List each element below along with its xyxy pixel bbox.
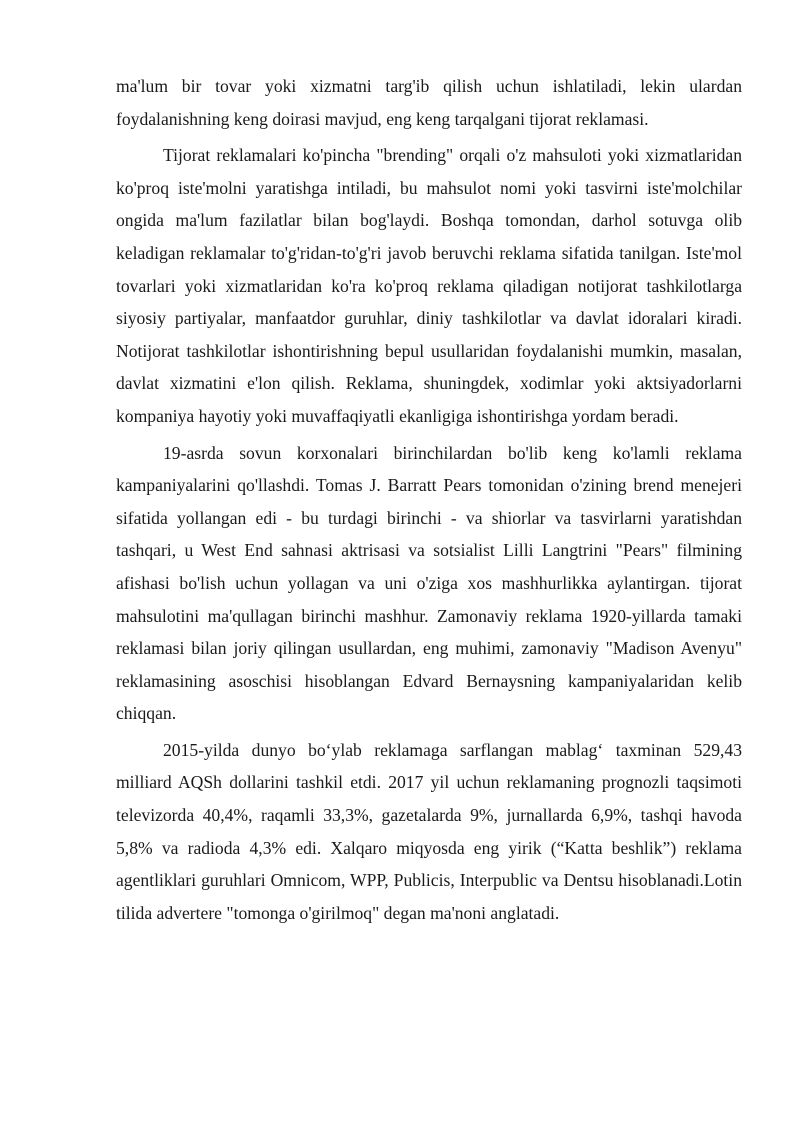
paragraph-3: 19-asrda sovun korxonalari birinchilardan bo'lib keng ko'lamli reklama kampaniyalarini qo'llashdi. Tomas J. Barratt Pears tomonidan o'zining brend menejeri sifatida yollangan edi - bu turdagi birinchi - va shiorlar va tasvirlarni yaratishdan tashqari, u West End sahnasi aktrisasi va sotsialist Lilli Langtrini "Pears" filmining afishasi bo'lish uchun yollagan va uni o'ziga xos mashhurlikka aylantirgan. tijorat mahsulotini ma'qullagan birinchi mashhur. Zamonaviy reklama 1920-yillarda tamaki reklamasi bilan joriy qilingan usullardan, eng muhimi, zamonaviy "Madison Avenyu" reklamasining asoschisi hisoblangan Edvard Bernaysning kampaniyalaridan kelib chiqqan. — [116, 442, 742, 724]
document-body — [116, 70, 742, 933]
paragraph-2: Tijorat reklamalari ko'pincha "brending" orqali o'z mahsuloti yoki xizmatlaridan ko'proq iste'molni yaratishga intiladi, bu mahsulot nomi yoki tasvirni iste'molchilar ongida ma'lum fazilatlar bilan bog'laydi. Boshqa tomondan, darhol sotuvga olib keladigan reklamalar to'g'ridan-to'g'ri javob beruvchi reklama sifatida tanilgan. Iste'mol tovarlari yoki xizmatlaridan ko'ra ko'proq reklama qiladigan notijorat tashkilotlarga siyosiy partiyalar, manfaatdor guruhlar, diniy tashkilotlar va davlat idoralari kiradi. Notijorat tashkilotlar ishontirishning bepul usullaridan foydalanishi mumkin, masalan, davlat xizmatini e'lon qilish. Reklama, shuningdek, xodimlar yoki aktsiyadorlarni kompaniya hayotiy yoki muvaffaqiyatli ekanligiga ishontirishga yordam beradi. — [116, 145, 742, 426]
paragraph-4: 2015-yilda dunyo bo‘ylab reklamaga sarflangan mablag‘ taxminan 529,43 milliard AQSh dollarini tashkil etdi. 2017 yil uchun reklamaning prognozli taqsimoti televizorda 40,4%, raqamli 33,3%, gazetalarda 9%, jurnallarda 6,9%, tashqi havoda 5,8% va radioda 4,3% edi. Xalqaro miqyosda eng yirik (“Katta beshlik”) reklama agentliklari guruhlari Omnicom, WPP, Publicis, Interpublic va Dentsu hisoblanadi.Lotin tilida advertere "tomonga o'girilmoq" degan ma'noni anglatadi. — [116, 739, 742, 923]
paragraph-1: ma'lum bir tovar yoki xizmatni targ'ib qilish uchun ishlatiladi, lekin ulardan foydalanishning keng doirasi mavjud, eng keng tarqalgani tijorat reklamasi. — [116, 76, 742, 129]
